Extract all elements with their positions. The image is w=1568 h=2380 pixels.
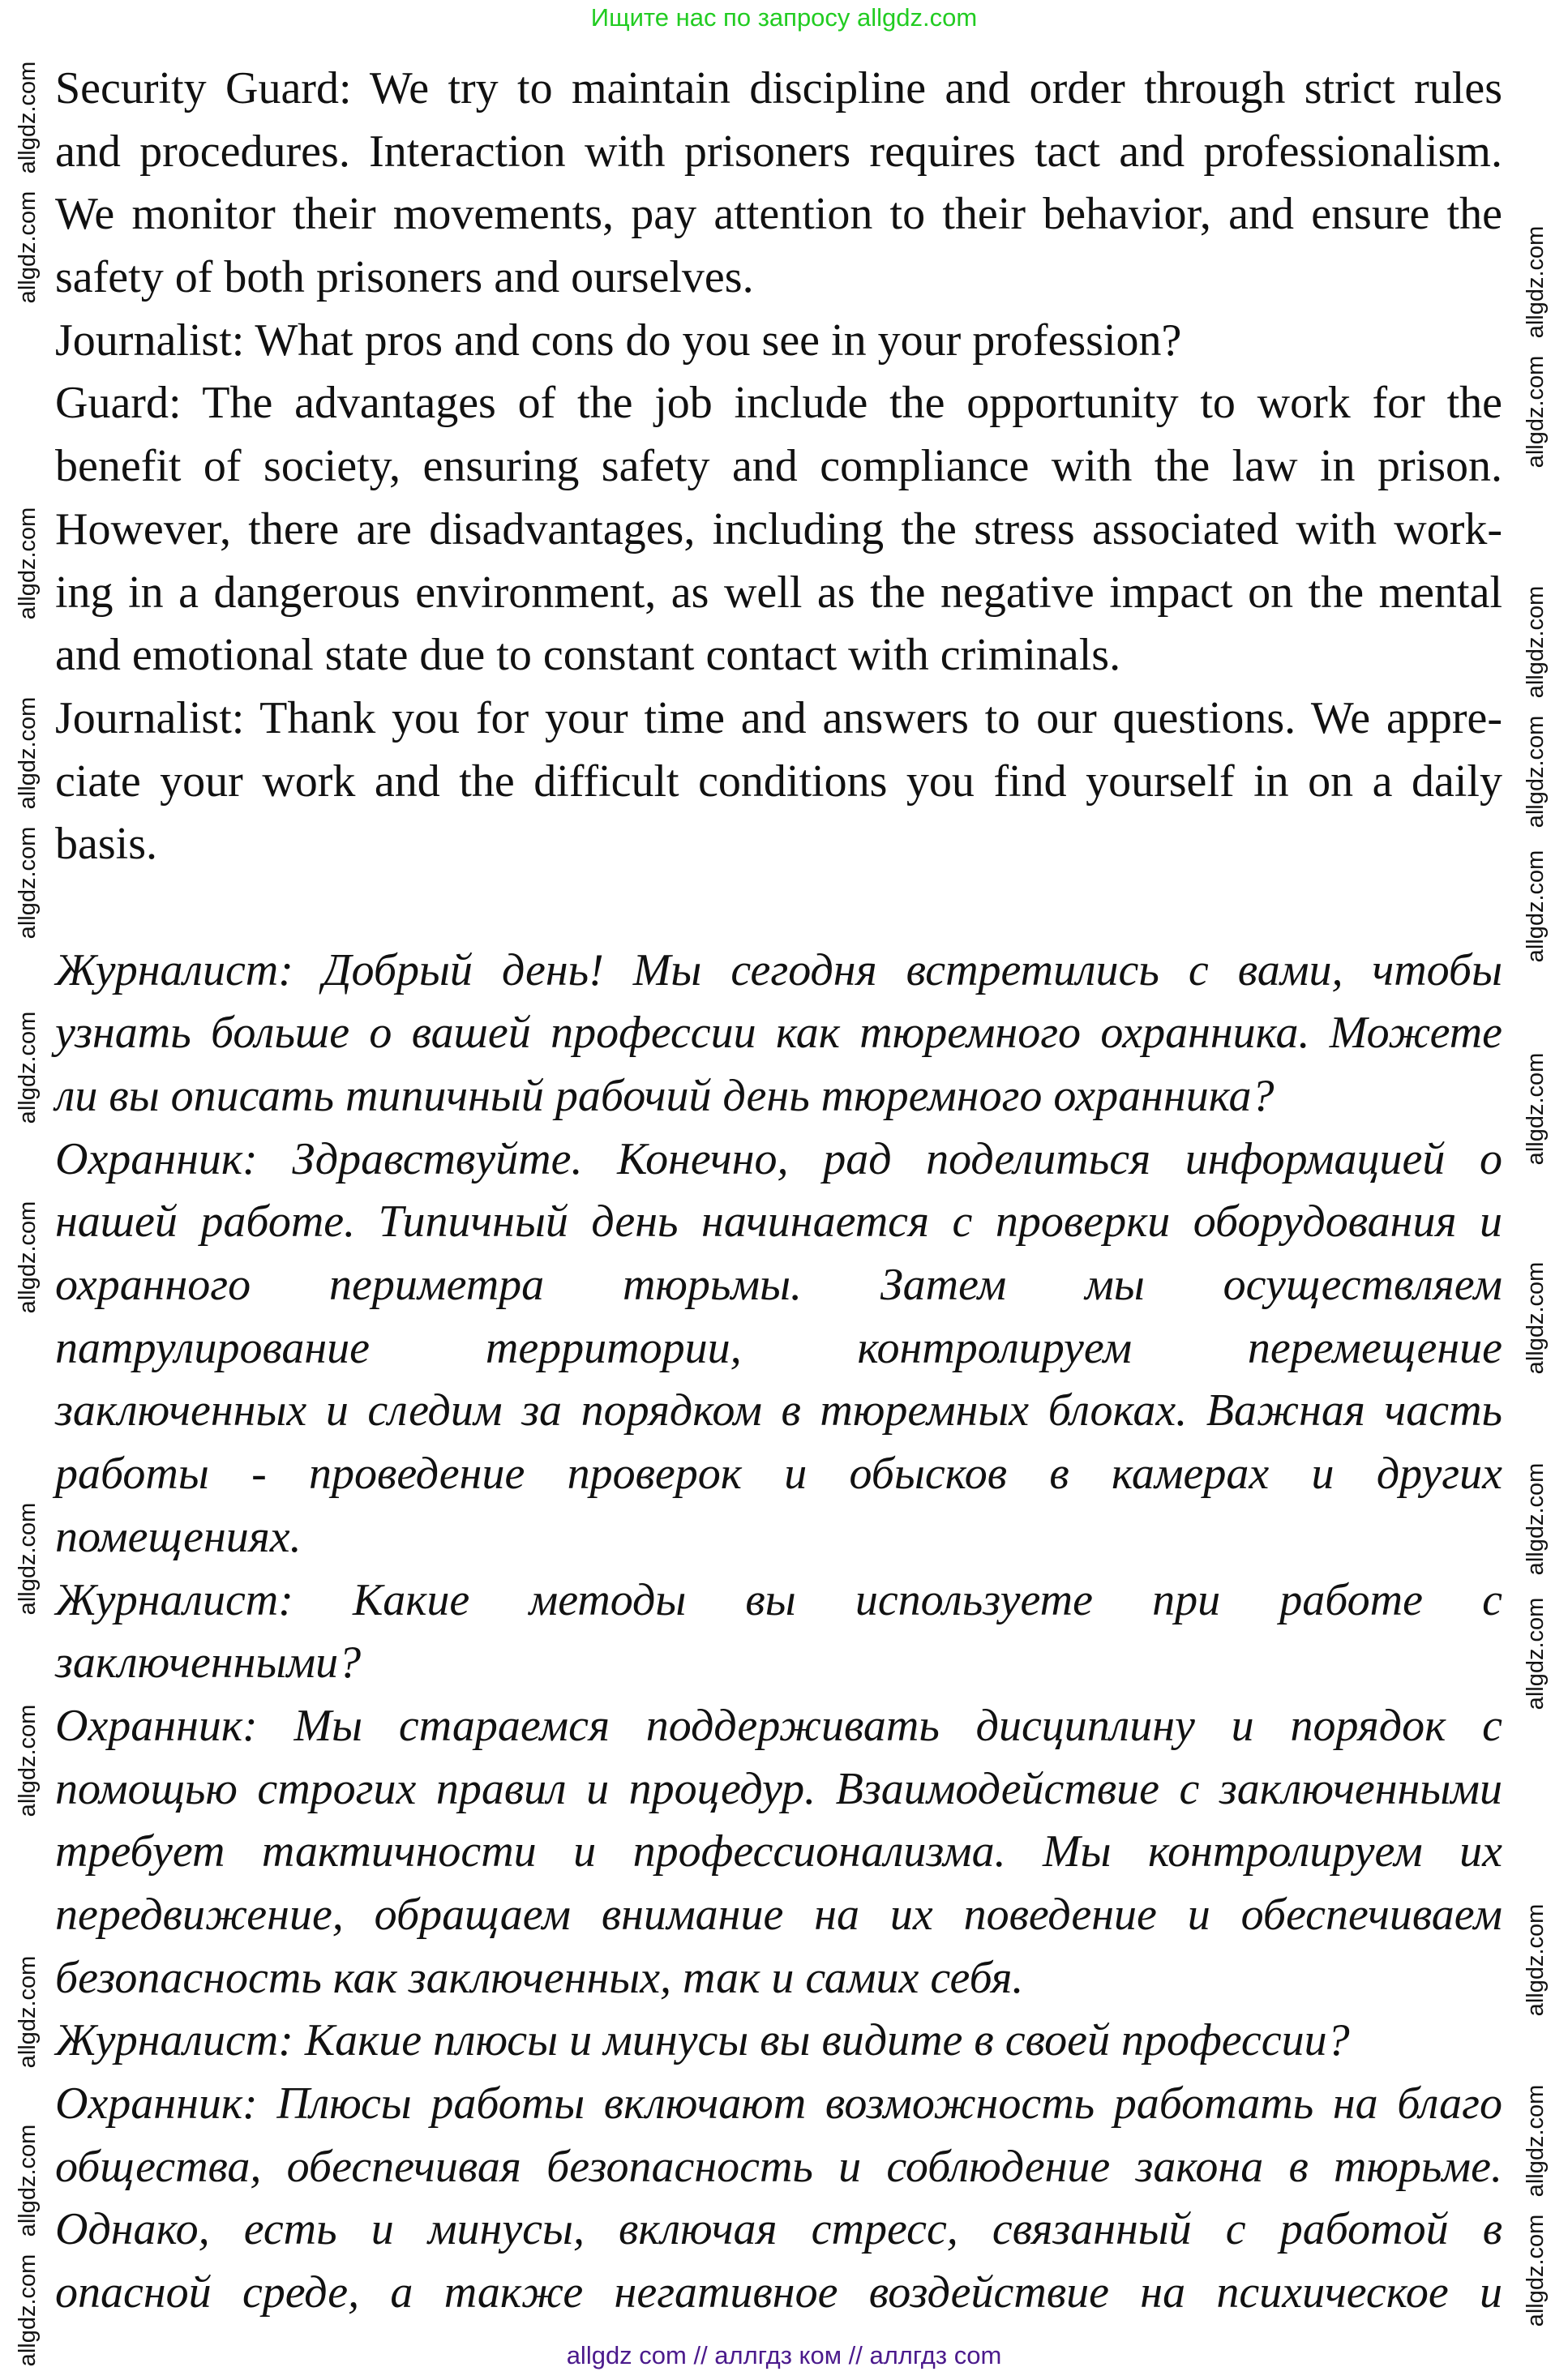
text-line: работы - проведение проверок и обысков в камерах и других xyxy=(55,1449,1502,1500)
watermark: allgdz.com xyxy=(15,1704,41,1817)
text-line: патрулирование территории, контролируем перемещение xyxy=(55,1322,1502,1373)
header-banner: Ищите нас по запросу allgdz.com xyxy=(590,3,978,32)
text-line: benefit of society, ensuring safety and compliance with the law in prison. xyxy=(55,441,1502,492)
text-line: ли вы описать типичный рабочий день тюремного охранника? xyxy=(55,1071,1275,1121)
text-line: and emotional state due to constant contact with criminals. xyxy=(55,630,1121,681)
text-line: заключенных и следим за порядком в тюремных блоках. Важная часть xyxy=(55,1385,1502,1436)
text-line: Журналист: Какие плюсы и минусы вы видите в своей профессии? xyxy=(55,2015,1350,2066)
text-line: опасной среде, а также негативное воздействие на психическое и xyxy=(55,2267,1502,2318)
text-line: safety of both prisoners and ourselves. xyxy=(55,252,754,303)
watermark: allgdz.com xyxy=(1523,850,1549,963)
text-line: Journalist: What pros and cons do you see in your profession? xyxy=(55,315,1182,366)
watermark: allgdz.com xyxy=(15,696,41,810)
text-line: We monitor their movements, pay attention to their behavior, and ensure the xyxy=(55,189,1502,240)
text-line: требует тактичности и профессионализма. Мы контролируем их xyxy=(55,1826,1502,1877)
text-line: нашей работе. Типичный день начинается с проверки оборудования и xyxy=(55,1196,1502,1248)
text-line: Security Guard: We try to maintain discipline and order through strict rules xyxy=(55,63,1502,113)
watermark: allgdz.com xyxy=(1523,355,1549,469)
text-line: basis. xyxy=(55,819,157,870)
text-line: ciate your work and the difficult conditions you find yourself in on a daily xyxy=(55,756,1502,807)
text-line: ing in a dangerous environment, as well as the negative impact on the mental xyxy=(55,567,1502,618)
watermark: allgdz.com xyxy=(15,1955,41,2069)
watermark: allgdz.com xyxy=(1523,2084,1549,2198)
text-line: Журналист: Добрый день! Мы сегодня встретились с вами, чтобы xyxy=(55,944,1502,995)
text-line: Journalist: Thank you for your time and answers to our questions. We appre- xyxy=(55,692,1502,743)
watermark: allgdz.com xyxy=(1523,585,1549,699)
watermark: allgdz.com xyxy=(1523,1261,1549,1375)
watermark: allgdz.com xyxy=(1523,225,1549,339)
watermark: allgdz.com xyxy=(15,61,41,174)
watermark: allgdz.com xyxy=(1523,715,1549,828)
text-line: Guard: The advantages of the job include the opportunity to work for the xyxy=(55,378,1502,429)
text-line: заключенными? xyxy=(55,1637,362,1689)
text-line: Охранник: Мы стараемся поддерживать дисциплину и порядок с xyxy=(55,1700,1502,1751)
text-line: безопасность как заключенных, так и самих себя. xyxy=(55,1952,1024,2003)
text-line: помощью строгих правил и процедур. Взаимодействие с заключенными xyxy=(55,1763,1502,1814)
footer-banner: allgdz com // аллгдз ком // аллгдз com xyxy=(566,2341,1002,2369)
watermark: allgdz.com xyxy=(15,1502,41,1616)
document-body xyxy=(55,58,1502,2325)
text-line: Однако, есть и минусы, включая стресс, связанный с работой в xyxy=(55,2204,1502,2255)
watermark: allgdz.com xyxy=(15,826,41,940)
text-line: and procedures. Interaction with prisoners requires tact and professionalism. xyxy=(55,126,1502,177)
text-line: However, there are disadvantages, including the stress associated with work- xyxy=(55,503,1502,554)
text-line: помещениях. xyxy=(55,1511,302,1562)
watermark: allgdz.com xyxy=(15,2124,41,2237)
text-line: передвижение, обращаем внимание на их поведение и обеспечиваем xyxy=(55,1889,1502,1940)
watermark: allgdz.com xyxy=(15,507,41,620)
watermark: allgdz.com xyxy=(1523,1052,1549,1166)
text-line: охранного периметра тюрьмы. Затем мы осуществляем xyxy=(55,1260,1502,1311)
text-line: Охранник: Здравствуйте. Конечно, рад поделиться информацией о xyxy=(55,1133,1502,1184)
text-line: Охранник: Плюсы работы включают возможность работать на благо xyxy=(55,2078,1502,2129)
watermark: allgdz.com xyxy=(1523,1462,1549,1576)
text-line: общества, обеспечивая безопасность и соблюдение закона в тюрьме. xyxy=(55,2141,1502,2192)
watermark: allgdz.com xyxy=(15,2254,41,2367)
watermark: allgdz.com xyxy=(15,1201,41,1314)
blank-line xyxy=(55,876,1502,940)
watermark: allgdz.com xyxy=(1523,1903,1549,2017)
watermark: allgdz.com xyxy=(1523,2214,1549,2327)
watermark: allgdz.com xyxy=(1523,1597,1549,1710)
text-line: Журналист: Какие методы вы используете при работе с xyxy=(55,1574,1502,1625)
watermark: allgdz.com xyxy=(15,190,41,304)
text-line: узнать больше о вашей профессии как тюремного охранника. Можете xyxy=(55,1008,1502,1059)
watermark: allgdz.com xyxy=(15,1011,41,1124)
